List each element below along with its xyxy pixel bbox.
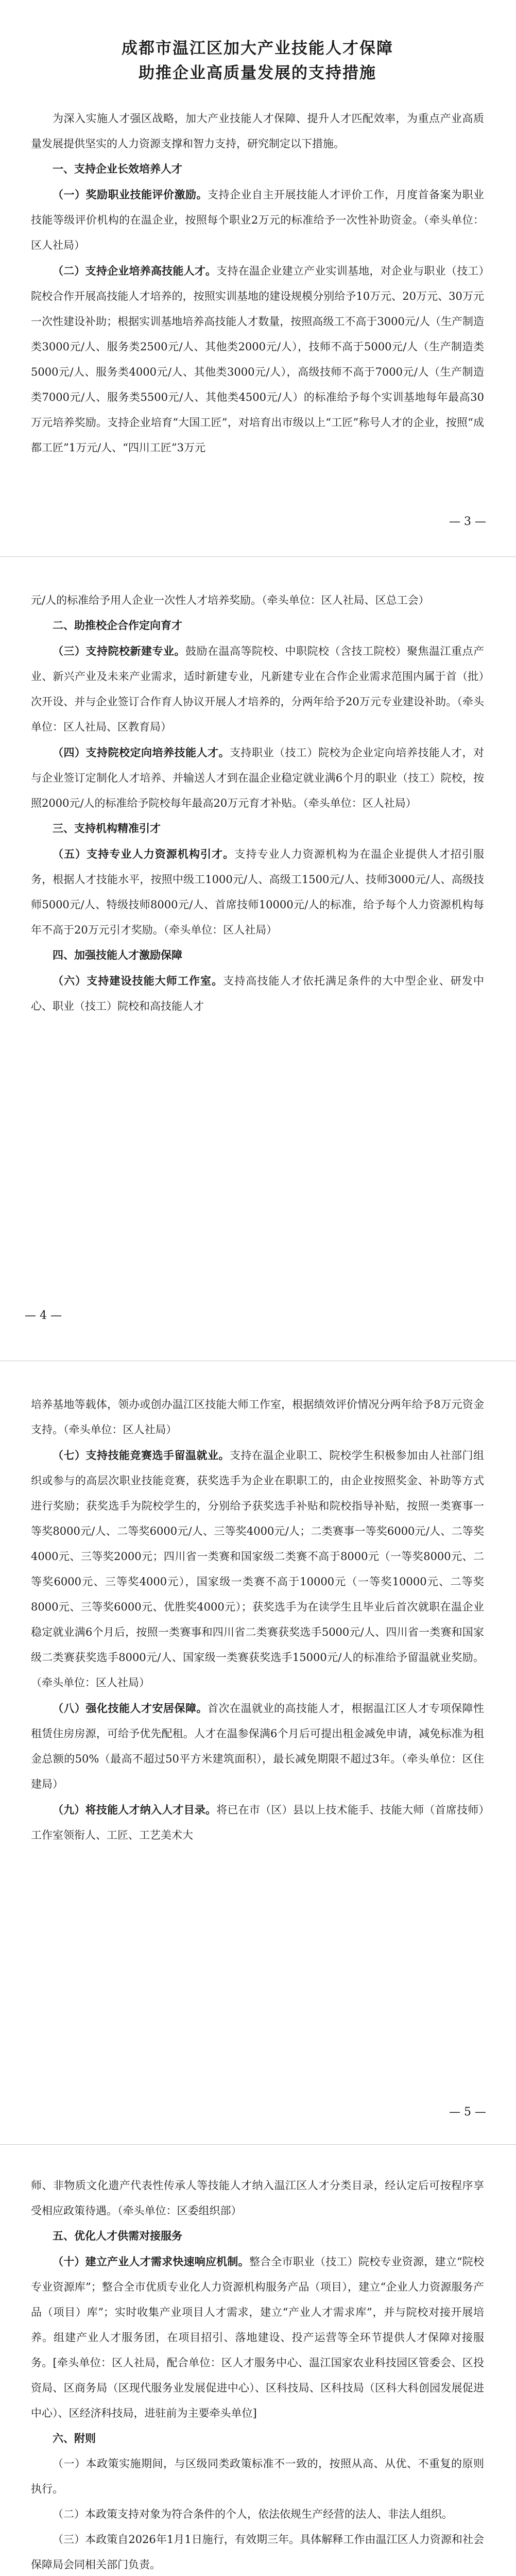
section-heading-3: 三、支持机构精准引才 <box>53 822 161 835</box>
section-heading-5: 五、优化人才供需对接服务 <box>53 2230 182 2242</box>
page-number: — 5 — <box>449 2106 486 2119</box>
page-4 <box>0 2145 516 2576</box>
section-heading-4: 四、加强技能人才激励保障 <box>53 949 182 961</box>
item-7-body: 支持在温企业职工、院校学生积极参加由人社部门组织或参与的高层次职业技能竞赛，获奖选手为企业在职职工的，由企业按照奖金、补助等方式进行奖励；获奖选手为院校学生的，分别给予获奖选手补贴和院校指导补贴，按照一类赛事一等奖8000元/人、二等奖6000元/人、三等奖4000元/人；二类赛事一等奖6000元/人、二等奖4000元、三等奖2000元；四川省一类赛和国家级二类赛不高于8000元（一等奖8000元、二等奖6000元、三等奖4000元），国家级一类赛不高于10000元（一等奖10000元、二等奖8000元、三等奖6000元、优胜奖4000元）；获奖选手为在读学生且毕业后首次就职在温企业稳定就业满6个月后，按照一类赛事和四川省二类赛获奖选手5000元/人、四川省一类赛和国家级二类赛获奖选手8000元/人、国家级一类赛获奖选手15000元/人的标准给予留温就业奖励。（牵头单位：区人社局） <box>31 1449 484 1689</box>
appendix-item-1: （一）本政策实施期间，与区级同类政策标准不一致的，按照从高、从优、不重复的原则执行。 <box>31 2458 484 2495</box>
document-title-line-1: 成都市温江区加大产业技能人才保障 <box>122 39 393 58</box>
item-8-body: 首次在温就业的高技能人才，根据温江区人才专项保障性租赁住房房源，可给予优先配租。人才在温参保满6个月后可提出租金减免申请，减免标准为租金总额的50%（最高不超过50平方米建筑面积），最长减免期限不超过3年。（牵头单位：区住建局） <box>31 1702 484 1790</box>
appendix-item-3: （三）本政策自2026年1月1日施行，有效期三年。具体解释工作由温江区人力资源和社会保障局会同相关部门负责。 <box>31 2533 484 2571</box>
item-4-title: （四）支持院校定向培养技能人才。 <box>53 746 230 759</box>
item-1-paragraph <box>31 182 484 258</box>
item-10-title: （十）建立产业人才需求快速响应机制。 <box>53 2255 249 2268</box>
item-3-body: 鼓励在温高等院校、中职院校（含技工院校）聚焦温江重点产业、新兴产业及未来产业需求，适时新建专业，凡新建专业在合作企业需求范围内属于首（批）次开设、并与企业签订合作育人协议开展人才培养的，分两年给予20万元专业建设补助。（牵头单位：区人社局、区教育局） <box>31 645 484 733</box>
item-4-paragraph <box>31 740 484 816</box>
continued-text: 师、非物质文化遗产代表性传承人等技能人才纳入温江区人才分类目录，经认定后可按程序享受相应政策待遇。（牵头单位：区委组织部） <box>31 2179 484 2217</box>
item-3-title: （三）支持院校新建专业。 <box>53 645 185 657</box>
page-number: — 4 — <box>25 1309 62 1322</box>
item-6-paragraph <box>31 968 484 1019</box>
item-5-paragraph <box>31 841 484 943</box>
item-8-title: （八）强化技能人才安居保障。 <box>53 1702 208 1715</box>
section-heading-6: 六、附则 <box>53 2432 96 2445</box>
item-7-title: （七）支持技能竞赛选手留温就业。 <box>53 1449 230 1462</box>
item-8-paragraph <box>31 1696 484 1797</box>
item-7-paragraph <box>31 1443 484 1696</box>
document-title-line-2: 助推企业高质量发展的支持措施 <box>139 64 376 82</box>
item-9-paragraph <box>31 1797 484 1848</box>
item-5-body: 支持专业人力资源机构为在温企业提供人才招引服务，根据人才技能水平，按照中级工1000元/人、高级工1500元/人、技师3000元/人、高级技师5000元/人、特级技师8000元/人、首席技师10000元/人的标准，给予每个人力资源机构每年不高于20万元引才奖励。（牵头单位：区人社局） <box>31 848 484 936</box>
item-2-body: 支持在温企业建立产业实训基地，对企业与职业（技工）院校合作开展高技能人才培养的，按照实训基地的建设规模分别给予10万元、20万元、30万元一次性建设补助；根据实训基地培养高技能人才数量，按照高级工不高于3000元/人（生产制造类3000元/人、服务类2500元/人、其他类2000元/人），技师不高于5000元/人（生产制造类5000元/人、服务类4000元/人、其他类3000元/人），高级技师不高于7000元/人（生产制造类7000元/人、服务类5500元/人、其他类4500元/人）的标准给予每个实训基地每年最高30万元培养奖励。支持企业培育“大国工匠”，对培育出市级以上“工匠”称号人才的企业，按照“成都工匠”1万元/人、“四川工匠”3万元 <box>31 265 485 454</box>
item-6-title: （六）支持建设技能大师工作室。 <box>53 974 223 987</box>
page-1 <box>0 0 516 556</box>
item-2-paragraph <box>31 258 484 461</box>
item-10-paragraph <box>31 2249 484 2426</box>
page-number: — 3 — <box>449 515 486 528</box>
item-10-body: 整合全市职业（技工）院校专业资源，建立“院校专业资源库”；整合全市优质专业化人力资源机构服务产品（项目），建立“企业人力资源服务产品（项目）库”；实时收集产业项目人才需求，建立“产业人才需求库”，并与院校对接开展培养。组建产业人才服务团，在项目招引、落地建设、投产运营等全环节提供人才保障对接服务。[牵头单位：区人社局，配合单位：区人才服务中心、温江国家农业科技园区管委会、区投资局、区商务局（区现代服务业发展促进中心）、区科技局、区科技局（区科大科创园发展促进中心）、区经济科技局，进驻前为主要牵头单位] <box>31 2256 485 2419</box>
page-3 <box>0 1361 516 2144</box>
item-9-body: 将已在市（区）县以上技术能手、技能大师（首席技师）工作室领衔人、工匠、工艺美术大 <box>31 1804 485 1841</box>
page-2 <box>0 557 516 1361</box>
item-9-title: （九）将技能人才纳入人才目录。 <box>53 1803 217 1816</box>
item-4-body: 支持职业（技工）院校为企业定向培养技能人才，对与企业签订定制化人才培养、并输送人才到在温企业稳定就业满6个月的职业（技工）院校，按照2000元/人的标准给予院校每年最高20万元育才补贴。（牵头单位：区人社局） <box>31 747 484 809</box>
continued-text: 元/人的标准给予用人企业一次性人才培养奖励。（牵头单位：区人社局、区总工会） <box>31 594 429 606</box>
intro-paragraph: 为深入实施人才强区战略，加大产业技能人才保障、提升人才匹配效率，为重点产业高质量发展提供坚实的人力资源支撑和智力支持，研究制定以下措施。 <box>31 112 484 150</box>
item-2-title: （二）支持企业培养高技能人才。 <box>53 264 217 277</box>
item-1-title: （一）奖励职业技能评价激励。 <box>53 188 208 201</box>
item-5-title: （五）支持专业人力资源机构引才。 <box>53 848 235 860</box>
section-heading-2: 二、助推校企合作定向育才 <box>53 619 182 632</box>
appendix-item-2: （二）本政策支持对象为符合条件的个人，依法依规生产经营的法人、非法人组织。 <box>53 2508 453 2520</box>
section-heading-1: 一、支持企业长效培养人才 <box>53 163 182 175</box>
item-3-paragraph <box>31 638 484 740</box>
continued-text: 培养基地等载体，领办或创办温江区技能大师工作室，根据绩效评价情况分两年给予8万元资金支持。（牵头单位：区人社局） <box>31 1398 484 1436</box>
item-1-body: 支持企业自主开展技能人才评价工作，月度首备案为职业技能等级评价机构的在温企业，按照每个职业2万元的标准给予一次性补助资金。（牵头单位：区人社局） <box>31 189 484 251</box>
item-6-body: 支持高技能人才依托满足条件的大中型企业、研发中心、职业（技工）院校和高技能人才 <box>31 975 485 1012</box>
